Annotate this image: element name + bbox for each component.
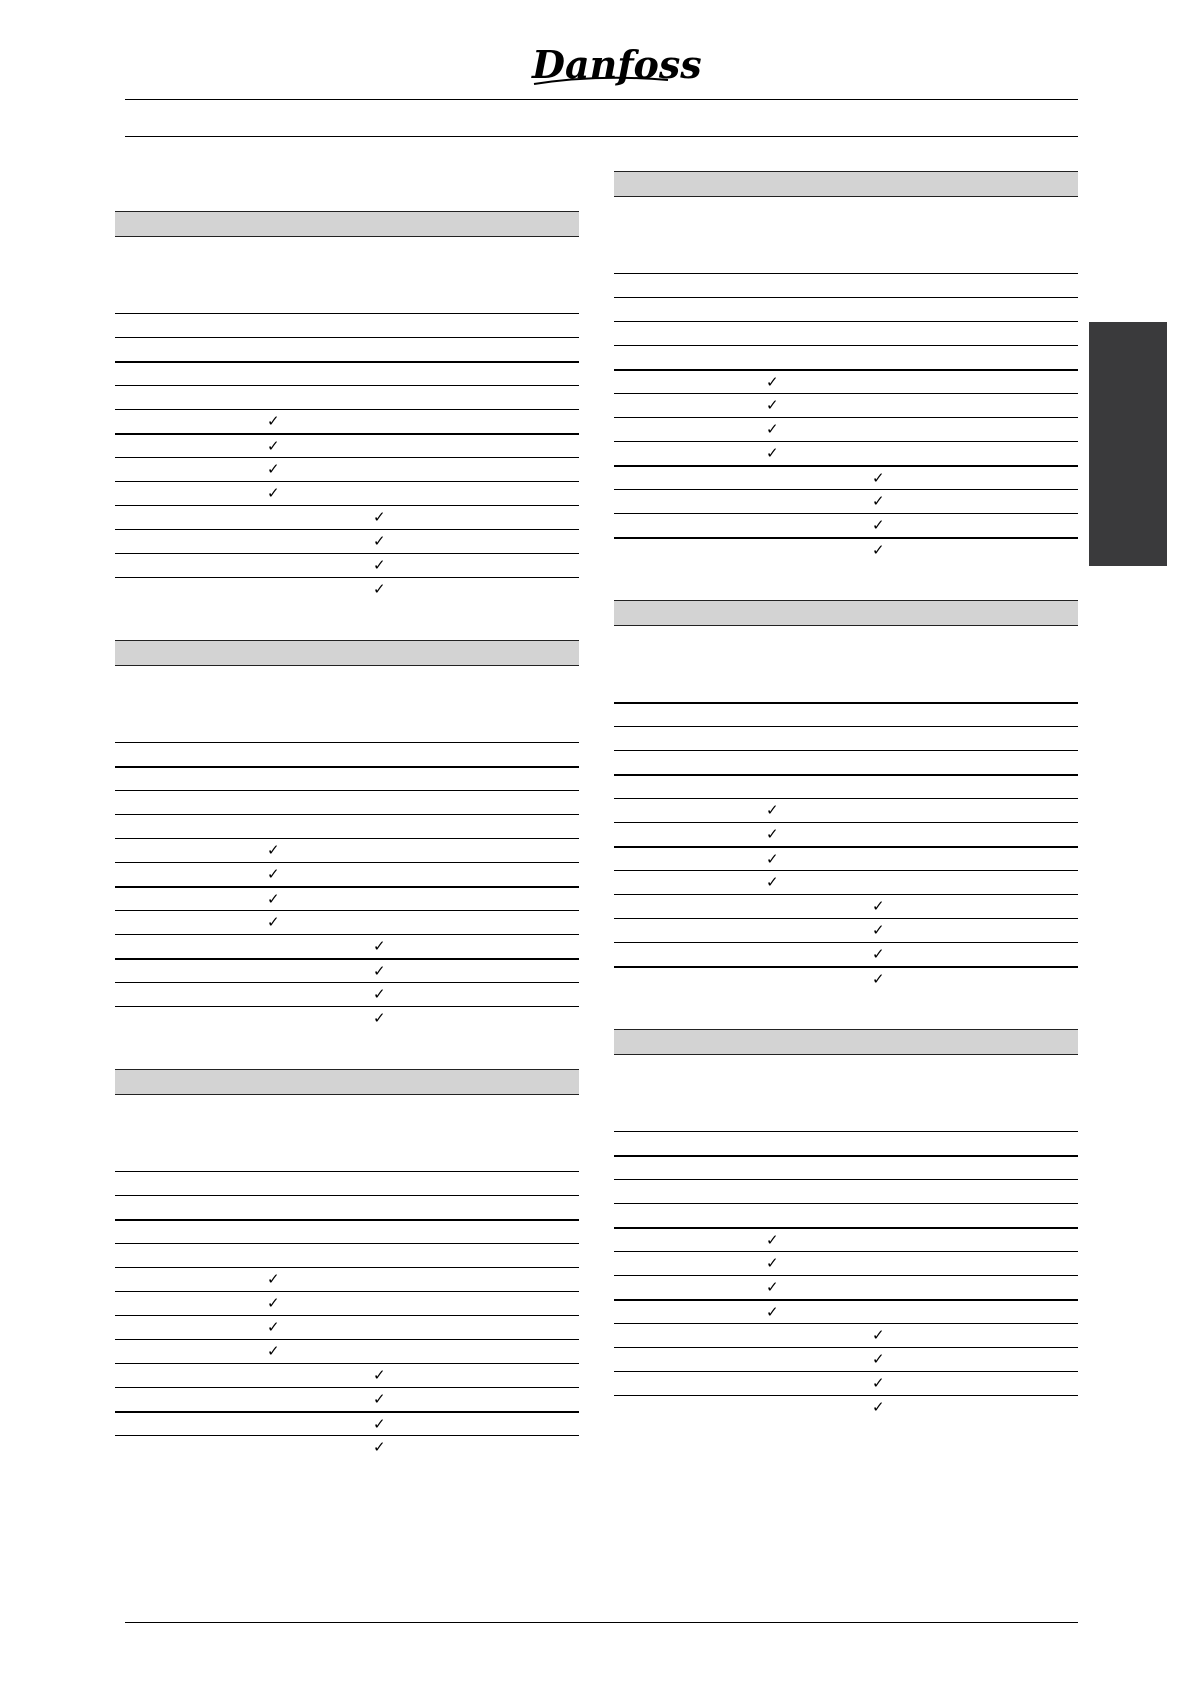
check-mark-icon: ✓	[267, 437, 280, 455]
check-mark-icon: ✓	[373, 1390, 386, 1408]
table-row	[614, 441, 1078, 465]
check-mark-icon: ✓	[872, 897, 885, 915]
check-mark-icon: ✓	[872, 469, 885, 487]
table-row	[115, 886, 579, 910]
check-mark-icon: ✓	[766, 850, 779, 868]
header-rule-top	[125, 99, 1078, 100]
table-row	[614, 1155, 1078, 1179]
check-mark-icon: ✓	[267, 890, 280, 908]
table-row	[614, 702, 1078, 726]
table-row	[115, 1243, 579, 1267]
check-mark-icon: ✓	[267, 484, 280, 502]
check-mark-icon: ✓	[267, 1294, 280, 1312]
check-mark-icon: ✓	[872, 1398, 885, 1416]
table-description	[115, 666, 579, 742]
check-mark-icon: ✓	[872, 516, 885, 534]
table-row	[115, 433, 579, 457]
table-row	[614, 1251, 1078, 1275]
table-row	[115, 1006, 579, 1030]
parameter-table-left-2	[115, 640, 579, 1030]
table-row	[614, 1179, 1078, 1203]
table-row	[614, 465, 1078, 489]
table-row	[614, 1131, 1078, 1155]
table-row	[614, 966, 1078, 990]
check-mark-icon: ✓	[872, 1374, 885, 1392]
table-row	[115, 361, 579, 385]
header-rule-bottom	[125, 136, 1078, 137]
check-mark-icon: ✓	[373, 1415, 386, 1433]
check-mark-icon: ✓	[373, 508, 386, 526]
table-row	[614, 870, 1078, 894]
table-row	[115, 1363, 579, 1387]
table-row	[614, 798, 1078, 822]
table-header	[614, 1029, 1078, 1055]
table-row	[614, 1275, 1078, 1299]
section-tab[interactable]	[1089, 322, 1167, 566]
table-row	[614, 846, 1078, 870]
table-row	[614, 345, 1078, 369]
table-row	[115, 958, 579, 982]
danfoss-logo	[528, 38, 702, 92]
check-mark-icon: ✓	[872, 945, 885, 963]
table-row	[115, 1267, 579, 1291]
parameter-table-right-2	[614, 600, 1078, 990]
table-row	[614, 1371, 1078, 1395]
check-mark-icon: ✓	[373, 962, 386, 980]
parameter-table-right-1	[614, 171, 1078, 561]
table-row	[115, 1411, 579, 1435]
check-mark-icon: ✓	[766, 1303, 779, 1321]
table-row	[614, 1299, 1078, 1323]
check-mark-icon: ✓	[766, 396, 779, 414]
table-row	[115, 790, 579, 814]
check-mark-icon: ✓	[872, 970, 885, 988]
footer-rule	[125, 1622, 1078, 1623]
table-header	[115, 211, 579, 237]
check-mark-icon: ✓	[872, 921, 885, 939]
table-row	[115, 934, 579, 958]
table-row	[614, 1347, 1078, 1371]
table-description	[614, 1055, 1078, 1131]
table-description	[115, 237, 579, 313]
table-row	[115, 577, 579, 601]
table-row	[614, 417, 1078, 441]
table-row	[614, 894, 1078, 918]
check-mark-icon: ✓	[267, 865, 280, 883]
table-row	[614, 297, 1078, 321]
check-mark-icon: ✓	[373, 556, 386, 574]
table-header	[614, 600, 1078, 626]
table-row	[115, 982, 579, 1006]
check-mark-icon: ✓	[267, 1342, 280, 1360]
table-row	[614, 750, 1078, 774]
check-mark-icon: ✓	[766, 444, 779, 462]
table-header	[115, 1069, 579, 1095]
table-header	[115, 640, 579, 666]
table-description	[614, 626, 1078, 702]
table-row	[614, 489, 1078, 513]
table-row	[115, 1171, 579, 1195]
table-row	[115, 1291, 579, 1315]
table-row	[115, 910, 579, 934]
table-row	[115, 838, 579, 862]
check-mark-icon: ✓	[766, 801, 779, 819]
table-row	[115, 1387, 579, 1411]
table-row	[115, 1435, 579, 1459]
table-row	[614, 393, 1078, 417]
table-row	[614, 1203, 1078, 1227]
table-row	[614, 321, 1078, 345]
table-row	[614, 513, 1078, 537]
check-mark-icon: ✓	[267, 1270, 280, 1288]
table-row	[115, 409, 579, 433]
table-header	[614, 171, 1078, 197]
check-mark-icon: ✓	[872, 1350, 885, 1368]
check-mark-icon: ✓	[373, 1009, 386, 1027]
table-row	[614, 1395, 1078, 1419]
table-row	[614, 942, 1078, 966]
check-mark-icon: ✓	[766, 1231, 779, 1249]
check-mark-icon: ✓	[766, 420, 779, 438]
parameter-table-left-1	[115, 211, 579, 601]
check-mark-icon: ✓	[267, 460, 280, 478]
check-mark-icon: ✓	[267, 913, 280, 931]
table-row	[115, 337, 579, 361]
check-mark-icon: ✓	[766, 825, 779, 843]
check-mark-icon: ✓	[373, 937, 386, 955]
table-row	[614, 918, 1078, 942]
check-mark-icon: ✓	[373, 532, 386, 550]
table-row	[115, 766, 579, 790]
parameter-table-right-3	[614, 1029, 1078, 1419]
check-mark-icon: ✓	[373, 985, 386, 1003]
table-description	[614, 197, 1078, 273]
table-row	[614, 369, 1078, 393]
table-row	[115, 313, 579, 337]
check-mark-icon: ✓	[267, 841, 280, 859]
table-row	[115, 814, 579, 838]
parameter-table-left-3	[115, 1069, 579, 1459]
table-row	[115, 481, 579, 505]
table-row	[614, 822, 1078, 846]
table-row	[115, 862, 579, 886]
table-row	[614, 273, 1078, 297]
table-row	[115, 529, 579, 553]
logo-wordmark: Danfoss	[532, 42, 702, 87]
check-mark-icon: ✓	[766, 873, 779, 891]
check-mark-icon: ✓	[872, 1326, 885, 1344]
table-description	[115, 1095, 579, 1171]
table-row	[115, 1315, 579, 1339]
check-mark-icon: ✓	[373, 1366, 386, 1384]
table-row	[115, 1339, 579, 1363]
table-row	[115, 1219, 579, 1243]
table-row	[115, 385, 579, 409]
table-row	[115, 457, 579, 481]
table-row	[115, 742, 579, 766]
table-row	[115, 1195, 579, 1219]
check-mark-icon: ✓	[766, 1254, 779, 1272]
check-mark-icon: ✓	[766, 1278, 779, 1296]
check-mark-icon: ✓	[872, 492, 885, 510]
table-row	[614, 1227, 1078, 1251]
check-mark-icon: ✓	[766, 373, 779, 391]
check-mark-icon: ✓	[267, 1318, 280, 1336]
check-mark-icon: ✓	[373, 580, 386, 598]
table-row	[614, 537, 1078, 561]
table-row	[115, 505, 579, 529]
check-mark-icon: ✓	[267, 412, 280, 430]
table-row	[614, 1323, 1078, 1347]
table-row	[614, 774, 1078, 798]
table-row	[115, 553, 579, 577]
check-mark-icon: ✓	[373, 1438, 386, 1456]
check-mark-icon: ✓	[872, 541, 885, 559]
table-row	[614, 726, 1078, 750]
